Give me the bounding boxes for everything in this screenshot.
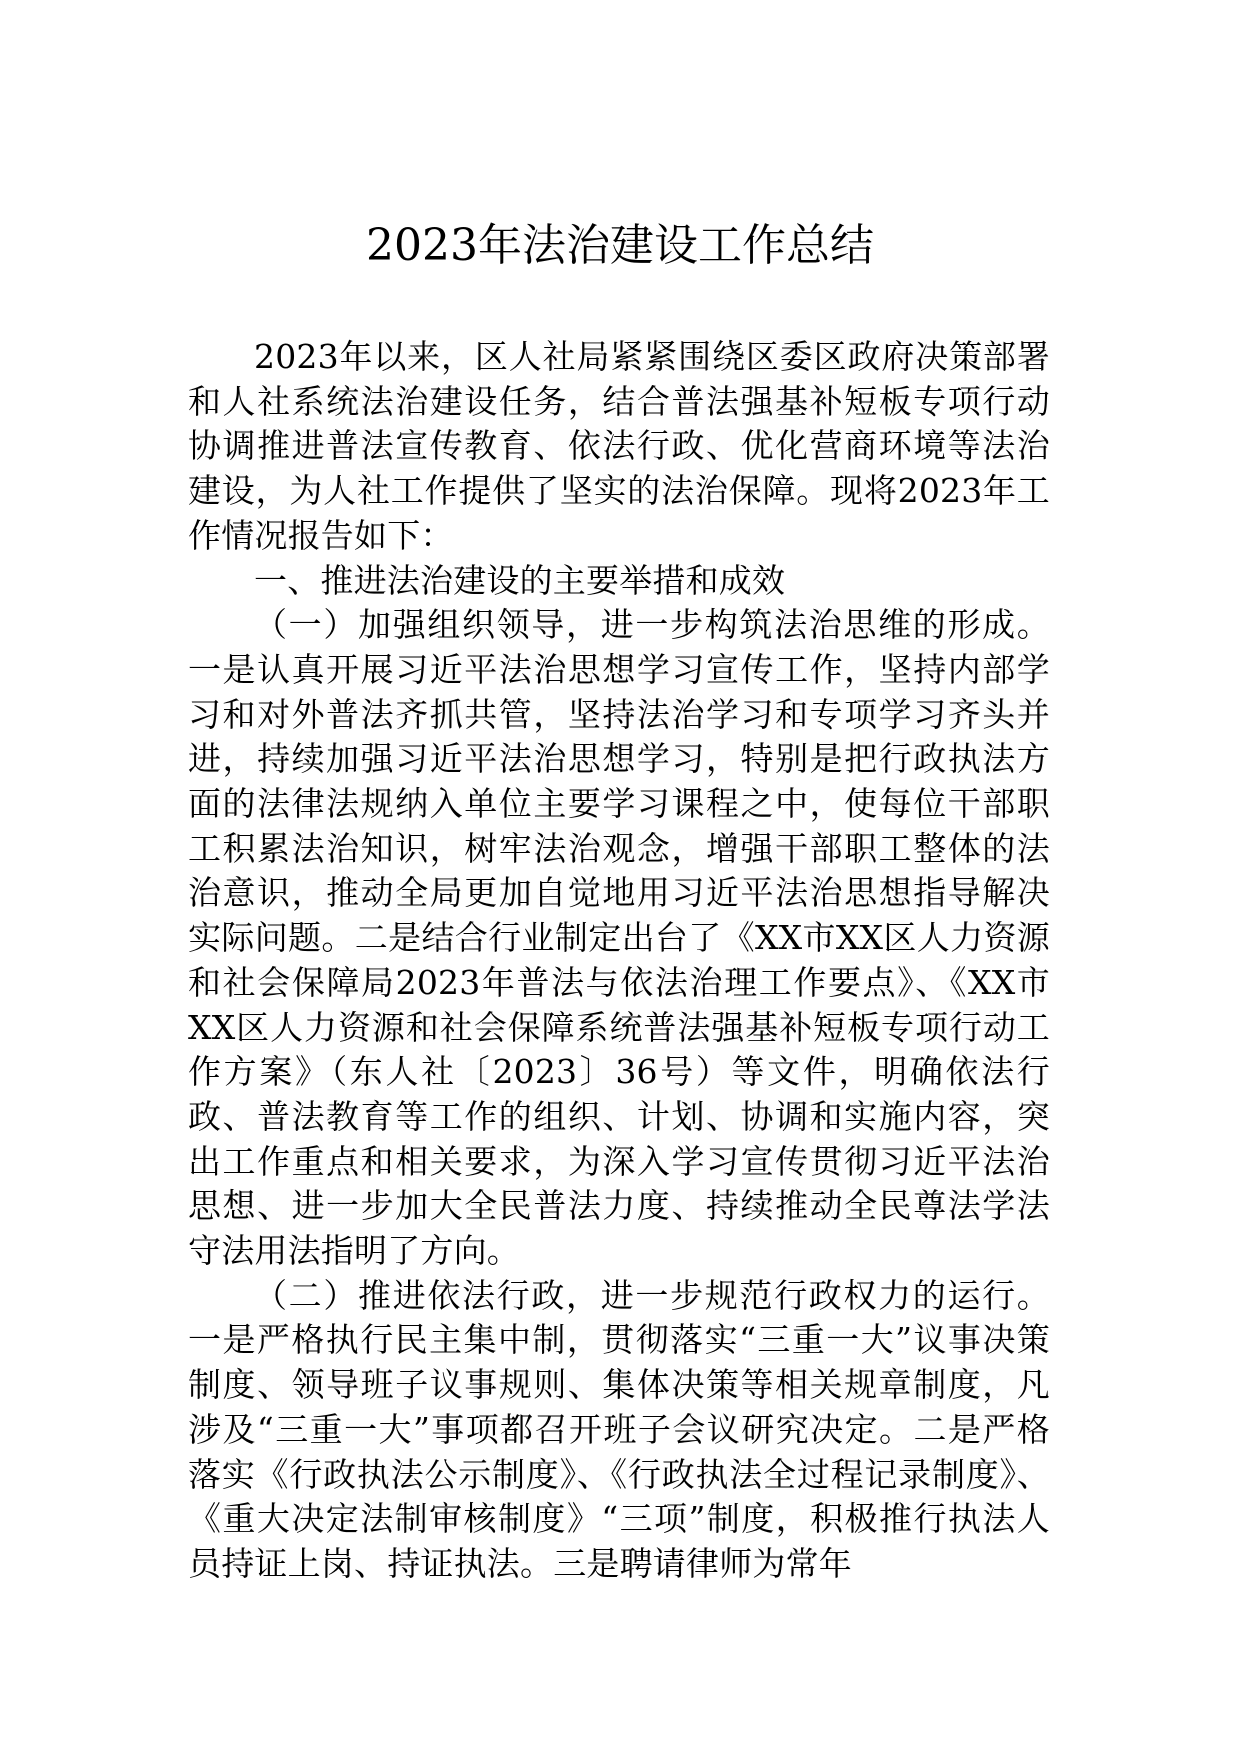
section-heading-1: 一、推进法治建设的主要举措和成效 — [254, 560, 786, 600]
document-body — [188, 335, 1050, 1587]
subsection-1-paragraph: （一）加强组织领导，进一步构筑法治思维的形成。一是认真开展习近平法治思想学习宣传工作，坚持内部学习和对外普法齐抓共管，坚持法治学习和专项学习齐头并进，持续加强习近平法治思想学习，特别是把行政执法方面的法律法规纳入单位主要学习课程之中，使每位干部职工积累法治知识，树牢法治观念，增强干部职工整体的法治意识，推动全局更加自觉地用习近平法治思想指导解决实际问题。二是结合行业制定出台了《XX市XX区人力资源和社会保障局2023年普法与依法治理工作要点》、《XX市XX区人力资源和社会保障系统普法强基补短板专项行动工作方案》（东人社〔2023〕36号）等文件，明确依法行政、普法教育等工作的组织、计划、协调和实施内容，突出工作重点和相关要求，为深入学习宣传贯彻习近平法治思想、进一步加大全民普法力度、持续推动全民尊法学法守法用法指明了方向。 — [188, 605, 1050, 1271]
subsection-2-paragraph: （二）推进依法行政，进一步规范行政权力的运行。一是严格执行民主集中制，贯彻落实“三重一大”议事决策制度、领导班子议事规则、集体决策等相关规章制度，凡涉及“三重一大”事项都召开班子会议研究决定。二是严格落实《行政执法公示制度》、《行政执法全过程记录制度》、《重大决定法制审核制度》“三项”制度，积极推行执法人员持证上岗、持证执法。三是聘请律师为常年 — [188, 1275, 1050, 1583]
intro-paragraph: 2023年以来，区人社局紧紧围绕区委区政府决策部署和人社系统法治建设任务，结合普法强基补短板专项行动协调推进普法宣传教育、依法行政、优化营商环境等法治建设，为人社工作提供了坚实的法治保障。现将2023年工作情况报告如下： — [188, 337, 1050, 555]
document-title: 2023年法治建设工作总结 — [366, 220, 874, 271]
